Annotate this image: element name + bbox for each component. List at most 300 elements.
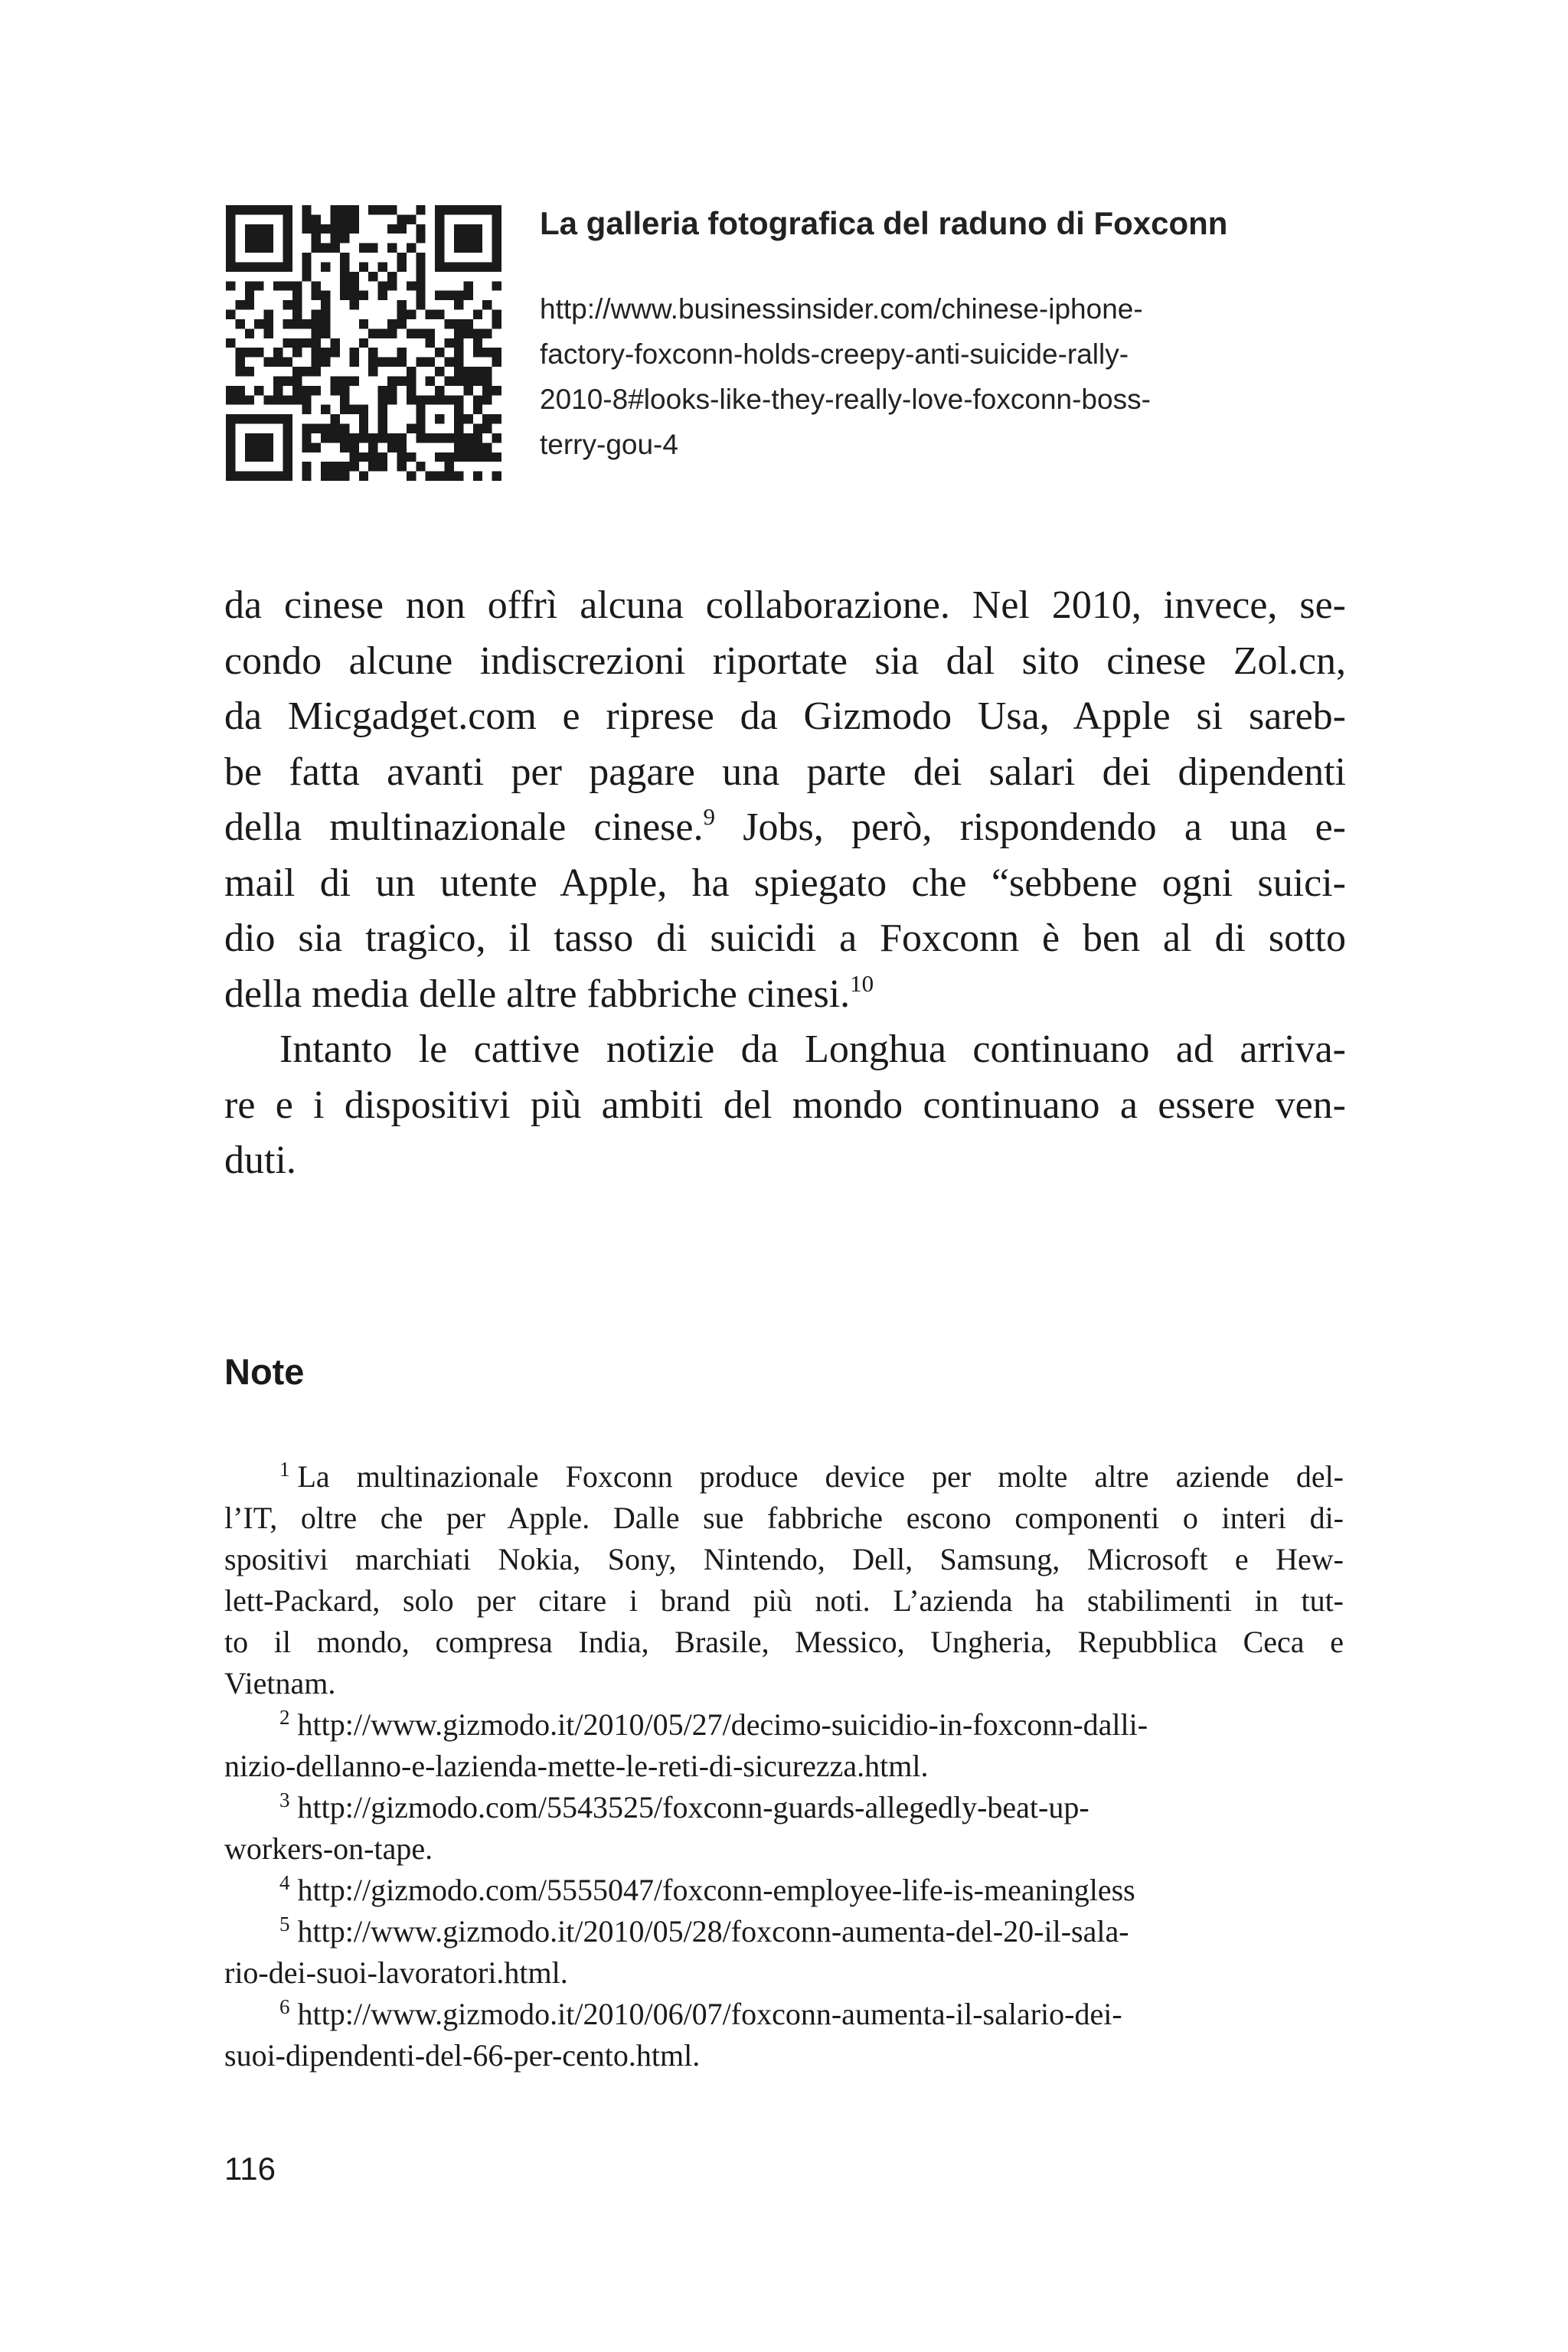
- qr-module: [273, 348, 283, 357]
- qr-module: [235, 386, 244, 395]
- qr-module: [245, 395, 254, 404]
- qr-module: [283, 452, 292, 462]
- qr-module: [359, 338, 368, 348]
- qr-module: [368, 348, 377, 357]
- qr-module: [378, 205, 387, 214]
- qr-module: [312, 424, 321, 433]
- qr-module: [426, 338, 435, 348]
- qr-module: [482, 414, 492, 423]
- qr-module: [292, 367, 302, 376]
- qr-module: [473, 452, 482, 462]
- qr-module: [445, 472, 454, 481]
- qr-module: [482, 424, 492, 433]
- qr-module: [359, 405, 368, 414]
- footnote-number: 4: [279, 1871, 290, 1894]
- qr-module: [416, 433, 425, 443]
- qr-module: [482, 328, 492, 338]
- footnote-link[interactable]: nizio-dellanno-e-lazienda-mette-le-reti-di-sicurezza.html.: [224, 1749, 929, 1783]
- qr-module: [445, 262, 454, 271]
- qr-module: [445, 338, 454, 348]
- qr-module: [264, 358, 273, 367]
- qr-module: [349, 405, 358, 414]
- qr-module: [482, 395, 492, 404]
- qr-module: [454, 443, 463, 452]
- qr-module: [349, 272, 358, 281]
- qr-module: [454, 367, 463, 376]
- qr-module: [245, 348, 254, 357]
- qr-module: [302, 405, 311, 414]
- qr-module: [235, 262, 244, 271]
- qr-module: [387, 272, 397, 281]
- qr-module: [226, 443, 235, 452]
- qr-module: [321, 405, 330, 414]
- qr-module: [331, 205, 340, 214]
- qr-module: [226, 224, 235, 234]
- qr-module: [283, 338, 292, 348]
- qr-module: [321, 300, 330, 309]
- qr-module: [302, 443, 311, 452]
- qr-module: [473, 405, 482, 414]
- qr-module: [312, 358, 321, 367]
- qr-module: [387, 328, 397, 338]
- qr-module: [387, 433, 397, 443]
- qr-module: [312, 281, 321, 290]
- qr-module: [435, 262, 444, 271]
- footnote-line: [224, 1787, 1344, 1828]
- qr-module: [435, 243, 444, 253]
- qr-module: [331, 338, 340, 348]
- qr-module: [445, 205, 454, 214]
- qr-module: [454, 376, 463, 385]
- qr-module: [292, 310, 302, 319]
- qr-module: [387, 319, 397, 328]
- qr-module: [349, 443, 358, 452]
- qr-module: [397, 376, 406, 385]
- qr-module: [435, 395, 444, 404]
- qr-module: [235, 300, 244, 309]
- qr-module: [492, 386, 501, 395]
- qr-module: [340, 234, 349, 243]
- footnote-link[interactable]: http://gizmodo.com/5543525/foxconn-guards-allegedly-beat-up-: [297, 1790, 1089, 1824]
- qr-url-line[interactable]: terry-gou-4: [540, 429, 678, 460]
- footnote: [224, 1911, 1344, 1994]
- qr-module: [416, 395, 425, 404]
- qr-module: [292, 338, 302, 348]
- qr-module: [264, 234, 273, 243]
- qr-module: [264, 452, 273, 462]
- qr-module: [254, 243, 263, 253]
- qr-module: [283, 281, 292, 290]
- footnote: [224, 1456, 1344, 1704]
- qr-url[interactable]: [540, 286, 1344, 467]
- qr-module: [368, 205, 377, 214]
- qr-module: [397, 433, 406, 443]
- qr-module: [492, 224, 501, 234]
- qr-module: [273, 472, 283, 481]
- qr-module: [302, 205, 311, 214]
- qr-module: [254, 234, 263, 243]
- qr-module: [397, 253, 406, 262]
- text-line: da cinese non offrì alcuna collaborazione. Nel 2010, invece, se-: [224, 583, 1346, 627]
- qr-module: [283, 395, 292, 404]
- footnote-link[interactable]: http://www.gizmodo.it/2010/05/27/decimo-suicidio-in-foxconn-dalli-: [297, 1707, 1148, 1742]
- qr-module: [454, 395, 463, 404]
- qr-module: [378, 414, 387, 423]
- qr-module: [340, 214, 349, 224]
- qr-module: [331, 386, 340, 395]
- qr-module: [340, 472, 349, 481]
- qr-module: [264, 205, 273, 214]
- qr-module: [235, 367, 244, 376]
- qr-module: [349, 224, 358, 234]
- qr-module: [312, 310, 321, 319]
- qr-module: [340, 462, 349, 471]
- qr-module: [245, 234, 254, 243]
- qr-module: [245, 472, 254, 481]
- qr-module: [426, 328, 435, 338]
- qr-module: [273, 205, 283, 214]
- qr-module: [368, 462, 377, 471]
- qr-module: [407, 386, 416, 395]
- footnote-line: spositivi marchiati Nokia, Sony, Nintendo, Dell, Samsung, Microsoft e Hew-: [224, 1542, 1344, 1576]
- qr-module: [407, 281, 416, 290]
- qr-module: [454, 472, 463, 481]
- qr-module: [454, 348, 463, 357]
- footnote-line: lett-Packard, solo per citare i brand più noti. L’azienda ha stabilimenti in tut-: [224, 1583, 1344, 1618]
- qr-module: [340, 376, 349, 385]
- qr-module: [397, 462, 406, 471]
- qr-module: [407, 472, 416, 481]
- qr-module: [245, 224, 254, 234]
- qr-module: [454, 414, 463, 423]
- footnote-link[interactable]: http://www.gizmodo.it/2010/05/28/foxconn-aumenta-del-20-il-sala-: [297, 1914, 1129, 1949]
- qr-module: [426, 358, 435, 367]
- text-fragment: Jobs, però, rispondendo a una e-: [714, 805, 1346, 849]
- qr-module: [302, 224, 311, 234]
- qr-module: [473, 433, 482, 443]
- qr-module: [387, 205, 397, 214]
- notes-list: [224, 1456, 1344, 2076]
- qr-module: [378, 328, 387, 338]
- qr-module: [292, 386, 302, 395]
- qr-module: [264, 328, 273, 338]
- qr-module: [302, 395, 311, 404]
- qr-url-line[interactable]: 2010-8#looks-like-they-really-love-foxconn-boss-: [540, 384, 1151, 415]
- qr-module: [312, 319, 321, 328]
- qr-module: [473, 243, 482, 253]
- qr-module: [416, 414, 425, 423]
- qr-module: [331, 234, 340, 243]
- qr-module: [340, 291, 349, 300]
- qr-module: [312, 291, 321, 300]
- footnote-line: l’IT, oltre che per Apple. Dalle sue fabbriche escono componenti o interi di-: [224, 1501, 1344, 1535]
- text-line: dio sia tragico, il tasso di suicidi a Foxconn è ben al di sotto: [224, 916, 1346, 960]
- qr-module: [264, 395, 273, 404]
- qr-module: [312, 367, 321, 376]
- qr-module: [416, 205, 425, 214]
- qr-module: [283, 224, 292, 234]
- qr-module: [473, 376, 482, 385]
- qr-module: [283, 424, 292, 433]
- qr-code-graphic: [226, 205, 501, 481]
- qr-module: [435, 291, 444, 300]
- qr-module: [368, 358, 377, 367]
- qr-module: [378, 452, 387, 462]
- qr-url-line[interactable]: http://www.businessinsider.com/chinese-iphone-: [540, 293, 1143, 325]
- qr-module: [321, 328, 330, 338]
- qr-module: [340, 272, 349, 281]
- qr-module: [359, 291, 368, 300]
- qr-module: [349, 358, 358, 367]
- qr-module: [292, 348, 302, 357]
- qr-module: [302, 424, 311, 433]
- qr-module: [254, 414, 263, 423]
- footnote-link[interactable]: http://gizmodo.com/5555047/foxconn-employee-life-is-meaningless: [297, 1873, 1135, 1907]
- qr-module: [273, 281, 283, 290]
- qr-module: [292, 300, 302, 309]
- qr-module: [359, 424, 368, 433]
- qr-module: [312, 243, 321, 253]
- qr-module: [302, 386, 311, 395]
- qr-module: [454, 262, 463, 271]
- qr-module: [407, 452, 416, 462]
- qr-module: [492, 472, 501, 481]
- qr-module: [463, 433, 472, 443]
- qr-module: [482, 348, 492, 357]
- qr-module: [387, 376, 397, 385]
- qr-module: [302, 214, 311, 224]
- qr-module: [283, 253, 292, 262]
- qr-module: [235, 472, 244, 481]
- qr-module: [378, 424, 387, 433]
- qr-module: [473, 424, 482, 433]
- qr-module: [226, 433, 235, 443]
- qr-module: [254, 386, 263, 395]
- qr-module: [378, 433, 387, 443]
- qr-code[interactable]: [226, 205, 501, 481]
- qr-module: [245, 443, 254, 452]
- qr-module: [463, 291, 472, 300]
- qr-module: [378, 262, 387, 271]
- qr-module: [463, 367, 472, 376]
- footnote-ref: 9: [703, 803, 715, 830]
- text-line: condo alcune indiscrezioni riportate sia dal sito cinese Zol.cn,: [224, 639, 1346, 683]
- qr-module: [473, 262, 482, 271]
- qr-module: [416, 281, 425, 290]
- qr-module: [416, 462, 425, 471]
- qr-module: [473, 348, 482, 357]
- qr-module: [340, 395, 349, 404]
- qr-module: [254, 262, 263, 271]
- qr-module: [226, 424, 235, 433]
- qr-module: [445, 395, 454, 404]
- qr-module: [283, 319, 292, 328]
- footnote-text: La multinazionale Foxconn produce device per molte altre aziende del-: [297, 1459, 1344, 1494]
- qr-module: [473, 443, 482, 452]
- footnote-line: Vietnam.: [224, 1666, 336, 1700]
- footnote-link[interactable]: suoi-dipendenti-del-66-per-cento.html.: [224, 2038, 701, 2073]
- footnote-link[interactable]: http://www.gizmodo.it/2010/06/07/foxconn-aumenta-il-salario-dei-: [297, 1997, 1122, 2031]
- qr-module: [235, 414, 244, 423]
- qr-module: [492, 452, 501, 462]
- qr-module: [331, 472, 340, 481]
- qr-module: [368, 433, 377, 443]
- qr-module: [445, 452, 454, 462]
- qr-module: [245, 291, 254, 300]
- qr-module: [273, 358, 283, 367]
- qr-module: [321, 472, 330, 481]
- qr-module: [321, 358, 330, 367]
- qr-module: [340, 224, 349, 234]
- qr-module: [435, 386, 444, 395]
- qr-module: [359, 472, 368, 481]
- qr-module: [331, 214, 340, 224]
- qr-module: [321, 424, 330, 433]
- qr-module: [454, 300, 463, 309]
- qr-module: [340, 405, 349, 414]
- qr-module: [349, 433, 358, 443]
- qr-module: [397, 319, 406, 328]
- qr-module: [226, 243, 235, 253]
- qr-module: [368, 243, 377, 253]
- footnote: [224, 1787, 1344, 1870]
- qr-module: [312, 214, 321, 224]
- qr-module: [235, 395, 244, 404]
- footnote-line: [224, 1870, 1344, 1911]
- qr-module: [454, 205, 463, 214]
- qr-module: [321, 348, 330, 357]
- qr-module: [264, 310, 273, 319]
- qr-module: [387, 443, 397, 452]
- qr-module: [368, 367, 377, 376]
- qr-module: [416, 253, 425, 262]
- qr-module: [416, 328, 425, 338]
- text-line: be fatta avanti per pagare una parte dei salari dei dipendenti: [224, 750, 1346, 794]
- qr-module: [321, 462, 330, 471]
- footnote-line: [224, 1456, 1344, 1498]
- qr-module: [473, 367, 482, 376]
- qr-module: [254, 319, 263, 328]
- qr-url-line[interactable]: factory-foxconn-holds-creepy-anti-suicide-rally-: [540, 338, 1129, 370]
- qr-module: [283, 376, 292, 385]
- footnote-link[interactable]: rio-dei-suoi-lavoratori.html.: [224, 1955, 568, 1990]
- qr-module: [463, 386, 472, 395]
- qr-module: [463, 443, 472, 452]
- qr-module: [454, 243, 463, 253]
- qr-module: [454, 358, 463, 367]
- qr-module: [331, 424, 340, 433]
- qr-module: [482, 443, 492, 452]
- qr-module: [454, 405, 463, 414]
- footnote-number: 1: [279, 1458, 290, 1481]
- qr-module: [397, 452, 406, 462]
- qr-module: [283, 205, 292, 214]
- qr-module: [463, 234, 472, 243]
- qr-module: [426, 433, 435, 443]
- qr-module: [482, 452, 492, 462]
- qr-module: [349, 300, 358, 309]
- qr-module: [368, 443, 377, 452]
- qr-module: [302, 338, 311, 348]
- qr-module: [435, 310, 444, 319]
- qr-title: La galleria fotografica del raduno di Foxconn: [540, 205, 1228, 241]
- qr-module: [463, 243, 472, 253]
- qr-module: [387, 243, 397, 253]
- qr-module: [463, 205, 472, 214]
- qr-module: [378, 358, 387, 367]
- qr-module: [454, 433, 463, 443]
- qr-module: [378, 386, 387, 395]
- qr-module: [340, 205, 349, 214]
- qr-module: [283, 433, 292, 443]
- qr-module: [397, 214, 406, 224]
- notes-heading: Note: [224, 1351, 305, 1392]
- footnote: [224, 1704, 1344, 1787]
- qr-module: [407, 367, 416, 376]
- qr-module: [340, 253, 349, 262]
- qr-module: [321, 291, 330, 300]
- qr-module: [292, 281, 302, 290]
- qr-module: [235, 319, 244, 328]
- qr-module: [492, 310, 501, 319]
- qr-module: [492, 243, 501, 253]
- qr-module: [321, 243, 330, 253]
- qr-module: [407, 424, 416, 433]
- qr-module: [283, 462, 292, 471]
- qr-module: [482, 300, 492, 309]
- qr-module: [492, 281, 501, 290]
- qr-module: [349, 376, 358, 385]
- qr-module: [226, 338, 235, 348]
- qr-module: [463, 452, 472, 462]
- qr-module: [312, 328, 321, 338]
- qr-module: [264, 243, 273, 253]
- qr-module: [226, 452, 235, 462]
- qr-module: [245, 243, 254, 253]
- qr-module: [283, 472, 292, 481]
- qr-module: [302, 433, 311, 443]
- qr-module: [397, 300, 406, 309]
- qr-module: [454, 319, 463, 328]
- qr-module: [435, 433, 444, 443]
- qr-module: [254, 443, 263, 452]
- footnote-number: 3: [279, 1788, 290, 1811]
- qr-module: [435, 214, 444, 224]
- qr-module: [435, 414, 444, 423]
- qr-module: [273, 395, 283, 404]
- footnote-link[interactable]: workers-on-tape.: [224, 1831, 433, 1866]
- qr-module: [321, 319, 330, 328]
- qr-module: [368, 452, 377, 462]
- qr-module: [321, 262, 330, 271]
- qr-module: [312, 234, 321, 243]
- qr-module: [473, 310, 482, 319]
- qr-module: [226, 262, 235, 271]
- qr-module: [283, 358, 292, 367]
- qr-module: [292, 395, 302, 404]
- qr-module: [492, 358, 501, 367]
- qr-module: [426, 310, 435, 319]
- qr-module: [254, 452, 263, 462]
- qr-module: [492, 205, 501, 214]
- text-line: [224, 967, 1346, 1023]
- qr-module: [245, 300, 254, 309]
- qr-module: [302, 367, 311, 376]
- text-line: Intanto le cattive notizie da Longhua continuano ad arriva-: [279, 1027, 1346, 1071]
- qr-module: [387, 358, 397, 367]
- qr-module: [292, 376, 302, 385]
- qr-module: [264, 443, 273, 452]
